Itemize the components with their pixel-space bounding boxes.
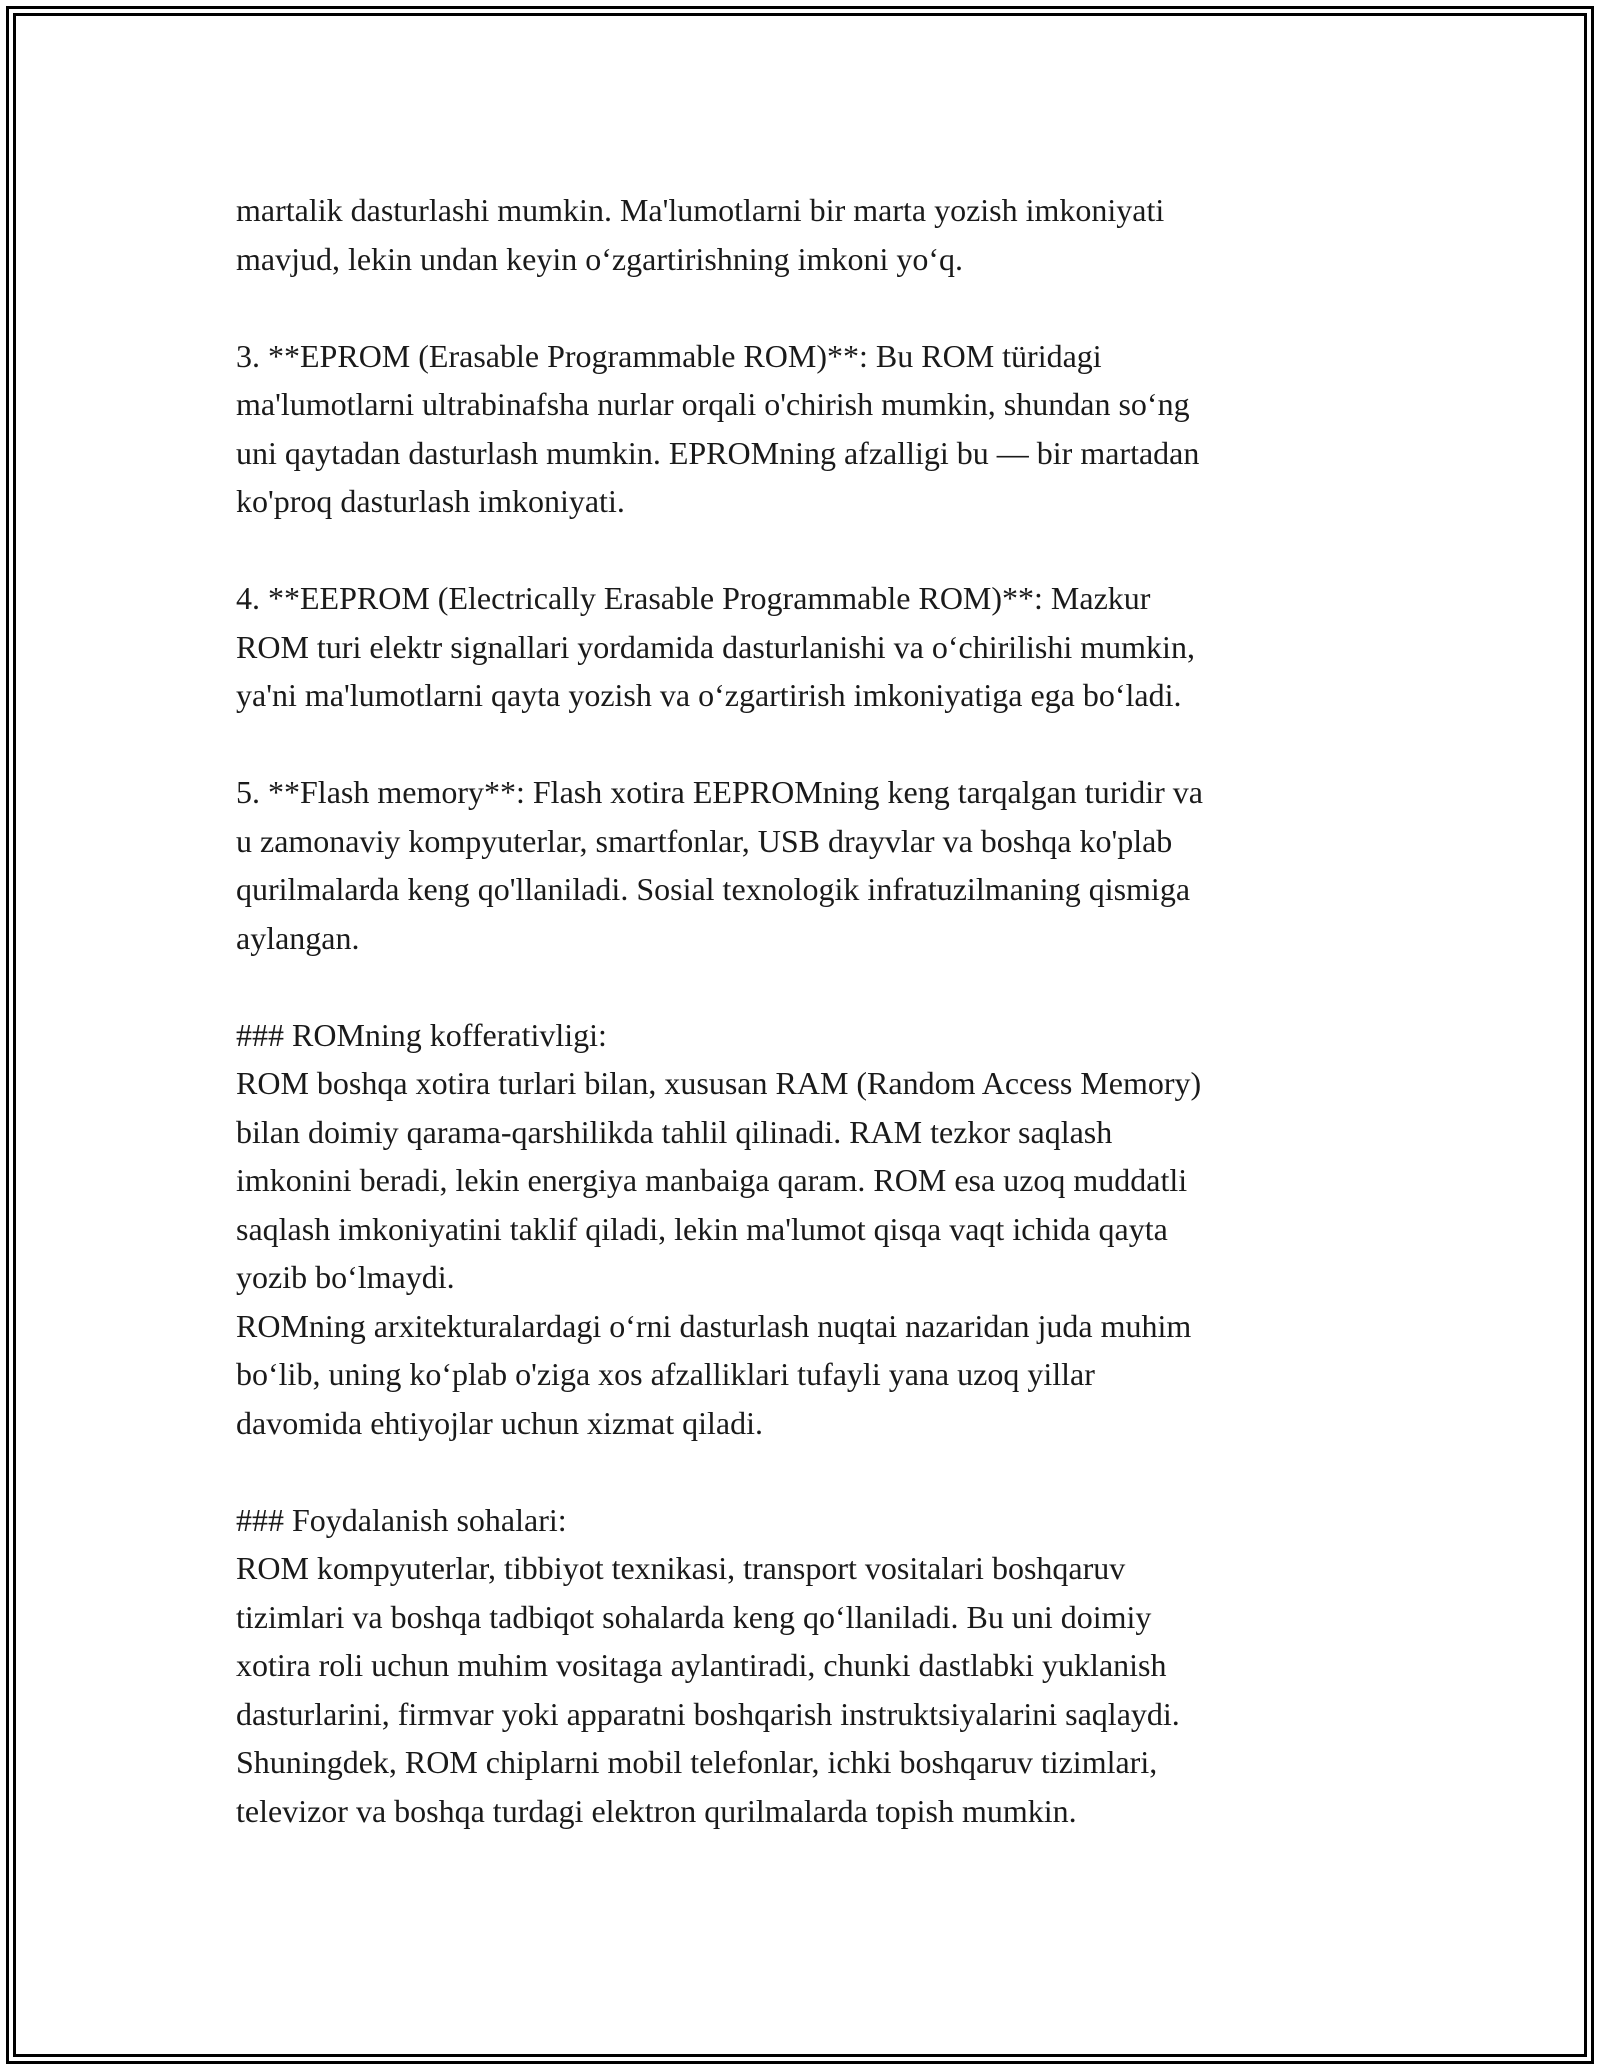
text-line: yozib bo‘lmaydi.	[236, 1259, 455, 1295]
text-line: tizimlari va boshqa tadbiqot sohalarda keng qo‘llaniladi. Bu uni doimiy	[236, 1598, 1152, 1635]
section-rom-comparison	[236, 1011, 1376, 1448]
text-line: ROM turi elektr signallari yordamida dasturlanishi va o‘chirilishi mumkin,	[236, 628, 1195, 665]
paragraph-eprom	[236, 332, 1376, 526]
document-body	[236, 186, 1376, 1835]
text-line: ROM kompyuterlar, tibbiyot texnikasi, transport vositalari boshqaruv	[236, 1550, 1126, 1586]
text-line: imkonini beradi, lekin energiya manbaiga qaram. ROM esa uzoq muddatli	[236, 1162, 1188, 1198]
text-line: martalik dasturlashi mumkin. Ma'lumotlarni bir marta yozish imkoniyati	[236, 192, 1165, 228]
text-line: ma'lumotlarni ultrabinafsha nurlar orqali o'chirish mumkin, shundan so‘ng	[236, 386, 1190, 422]
text-line: 5. **Flash memory**: Flash xotira EEPROMning keng tarqalgan turidir va	[236, 774, 1203, 810]
text-line: aylangan.	[236, 919, 360, 956]
text-line: davomida ehtiyojlar uchun xizmat qiladi.	[236, 1404, 763, 1441]
section-heading: ### ROMning kofferativligi:	[236, 1016, 607, 1053]
text-line: ko'proq dasturlash imkoniyati.	[236, 483, 625, 519]
text-line: bo‘lib, uning ko‘plab o'ziga xos afzalliklari tufayli yana uzoq yillar	[236, 1356, 1095, 1392]
paragraph-flash-memory	[236, 768, 1376, 962]
text-line: qurilmalarda keng qo'llaniladi. Sosial texnologik infratuzilmaning qismiga	[236, 871, 1191, 907]
section-usage-areas	[236, 1496, 1376, 1836]
text-line: bilan doimiy qarama-qarshilikda tahlil qilinadi. RAM tezkor saqlash	[236, 1113, 1113, 1150]
text-line: 4. **EEPROM (Electrically Erasable Programmable ROM)**: Mazkur	[236, 580, 1151, 616]
text-line: ya'ni ma'lumotlarni qayta yozish va o‘zgartirish imkoniyatiga ega bo‘ladi.	[236, 677, 1182, 713]
text-line: ROMning arxitekturalardagi o‘rni dasturlash nuqtai nazaridan juda muhim	[236, 1307, 1192, 1344]
text-line: saqlash imkoniyatini taklif qiladi, lekin ma'lumot qisqa vaqt ichida qayta	[236, 1210, 1168, 1247]
section-heading: ### Foydalanish sohalari:	[236, 1501, 567, 1538]
text-line: mavjud, lekin undan keyin o‘zgartirishning imkoni yo‘q.	[236, 240, 963, 277]
text-line: u zamonaviy kompyuterlar, smartfonlar, USB drayvlar va boshqa ko'plab	[236, 822, 1173, 859]
text-line: uni qaytadan dasturlash mumkin. EPROMning afzalligi bu — bir martadan	[236, 434, 1200, 471]
text-line: 3. **EPROM (Erasable Programmable ROM)**: Bu ROM türidagi	[236, 337, 1102, 374]
paragraph-eeprom	[236, 574, 1376, 720]
text-line: ROM boshqa xotira turlari bilan, xususan RAM (Random Access Memory)	[236, 1065, 1202, 1101]
text-line: xotira roli uchun muhim vositaga aylantiradi, chunki dastlabki yuklanish	[236, 1647, 1167, 1683]
paragraph-prom-continuation	[236, 186, 1376, 283]
text-line: dasturlarini, firmvar yoki apparatni boshqarish instruktsiyalarini saqlaydi.	[236, 1695, 1180, 1732]
text-line: televizor va boshqa turdagi elektron qurilmalarda topish mumkin.	[236, 1792, 1077, 1829]
text-line: Shuningdek, ROM chiplarni mobil telefonlar, ichki boshqaruv tizimlari,	[236, 1744, 1158, 1780]
